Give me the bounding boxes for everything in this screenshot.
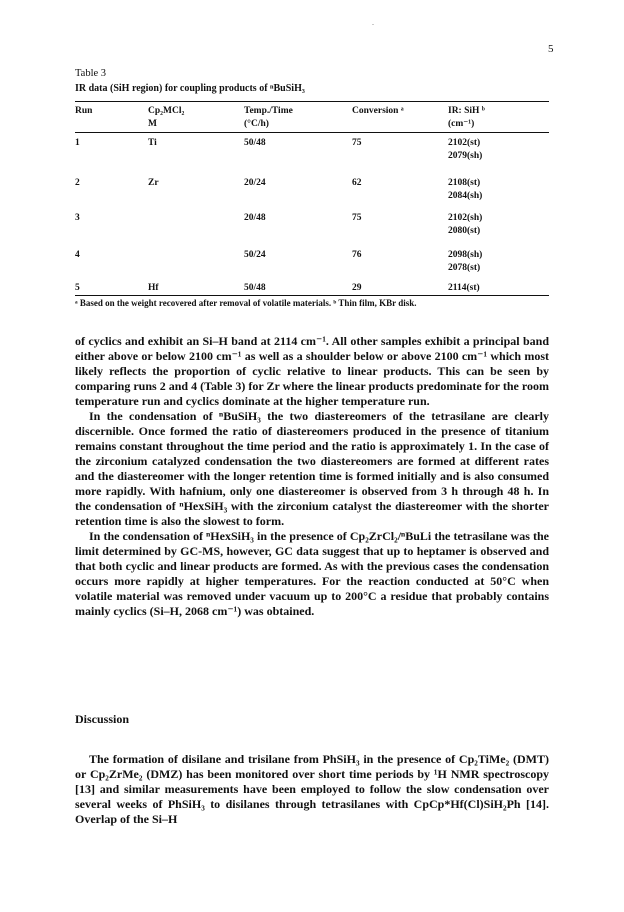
cell-conversion: 76 [352, 250, 362, 260]
paragraph-3: In the condensation of ⁿHexSiH₃ in the presence of Cp₂ZrCl₂/ⁿBuLi the tetrasilane was the limit determined by GC-MS, however, GC data suggest that up to heptamer is observed and that both cyclic and linear products are formed. As with the previous cases the condensation occurs more rapidly at higher temperatures. For the reaction conducted at 50°C when volatile material was removed under vacuum up to 200°C a residue that probably contains mainly cyclics (Si–H, 2068 cm⁻¹) was obtained. [75, 529, 549, 618]
table-footnote: ᵃ Based on the weight recovered after removal of volatile materials. ᵇ Thin film, KBr disk. [75, 298, 417, 308]
cell-ir1: 2102(st) [448, 138, 481, 148]
cell-run: 3 [75, 213, 80, 223]
paragraph-2: In the condensation of ⁿBuSiH₃ the two diastereomers of the tetrasilane are clearly discernible. Once formed the ratio of diastereomers produced in the presence of titanium remains constant throughout the time period and the ratio is approximately 1. In the case of the zirconium catalyzed condensation the two diastereomers are formed at different rates and the diastereomer with the longer retention time is formed initially and is also consumed more rapidly. With hafnium, only one diastereomer is observed from 3 h through 48 h. In the condensation of ⁿHexSiH₃ with the zirconium catalyst the diastereomer with the shorter retention time is also the slowest to form. [75, 409, 549, 528]
cell-conversion: 75 [352, 138, 362, 148]
cell-temp: 50/48 [244, 283, 266, 293]
table-bottom-rule [75, 295, 549, 296]
paragraph-4: The formation of disilane and trisilane from PhSiH₃ in the presence of Cp₂TiMe₂ (DMT) or Cp₂ZrMe₂ (DMZ) has been monitored over short time periods by ¹H NMR spectroscopy [13] and similar measurements have been employed to follow the slow condensation over several weeks of PhSiH₃ to disilanes through tetrasilanes with CpCp*Hf(Cl)SiH₂Ph [14]. Overlap of the Si–H [75, 752, 549, 826]
cell-ir2: 2084(sh) [448, 191, 483, 201]
cell-temp: 20/48 [244, 213, 266, 223]
cell-temp: 50/24 [244, 250, 266, 260]
cell-temp: 20/24 [244, 178, 266, 188]
header-ir: IR: SiH ᵇ [448, 106, 485, 116]
cell-metal: Zr [148, 178, 159, 188]
cell-temp: 50/48 [244, 138, 266, 148]
cell-run: 5 [75, 283, 80, 293]
section-heading: Discussion [75, 712, 130, 726]
cell-metal: Hf [148, 283, 159, 293]
cell-conversion: 62 [352, 178, 362, 188]
header-temp-unit: (°C/h) [244, 119, 269, 129]
cell-ir1: 2114(st) [448, 283, 480, 293]
cell-ir2: 2080(st) [448, 226, 481, 236]
header-temp: Temp./Time [244, 106, 293, 116]
table-caption: IR data (SiH region) for coupling products of ⁿBuSiH₃ [75, 83, 305, 94]
cell-ir2: 2079(sh) [448, 151, 483, 161]
header-cp: Cp₂MCl₂ [148, 106, 185, 116]
page-number: 5 [548, 43, 554, 55]
table-header-rule [75, 132, 549, 133]
paragraph-1: of cyclics and exhibit an Si–H band at 2114 cm⁻¹. All other samples exhibit a principal band either above or below 2100 cm⁻¹ as well as a shoulder below or above 2100 cm⁻¹ which most likely reflects the proportion of cyclic relative to linear products. This can be seen by comparing runs 2 and 4 (Table 3) for Zr where the linear products predominate for the room temperature run and cyclics dominate at the higher temperature run. [75, 334, 549, 408]
header-metal: M [148, 119, 157, 129]
cell-metal: Ti [148, 138, 157, 148]
header-run: Run [75, 106, 93, 116]
stray-mark: . [372, 18, 374, 27]
cell-ir1: 2098(sh) [448, 250, 483, 260]
cell-run: 1 [75, 138, 80, 148]
body-text [75, 334, 549, 619]
cell-conversion: 29 [352, 283, 362, 293]
header-ir-unit: (cm⁻¹) [448, 119, 475, 129]
cell-run: 2 [75, 178, 80, 188]
table-label: Table 3 [75, 68, 107, 79]
cell-ir1: 2102(sh) [448, 213, 483, 223]
cell-conversion: 75 [352, 213, 362, 223]
header-conversion: Conversion ᵃ [352, 106, 404, 116]
table-top-rule [75, 101, 549, 102]
cell-ir1: 2108(st) [448, 178, 481, 188]
cell-ir2: 2078(st) [448, 263, 481, 273]
body-text-discussion [75, 752, 549, 827]
cell-run: 4 [75, 250, 80, 260]
